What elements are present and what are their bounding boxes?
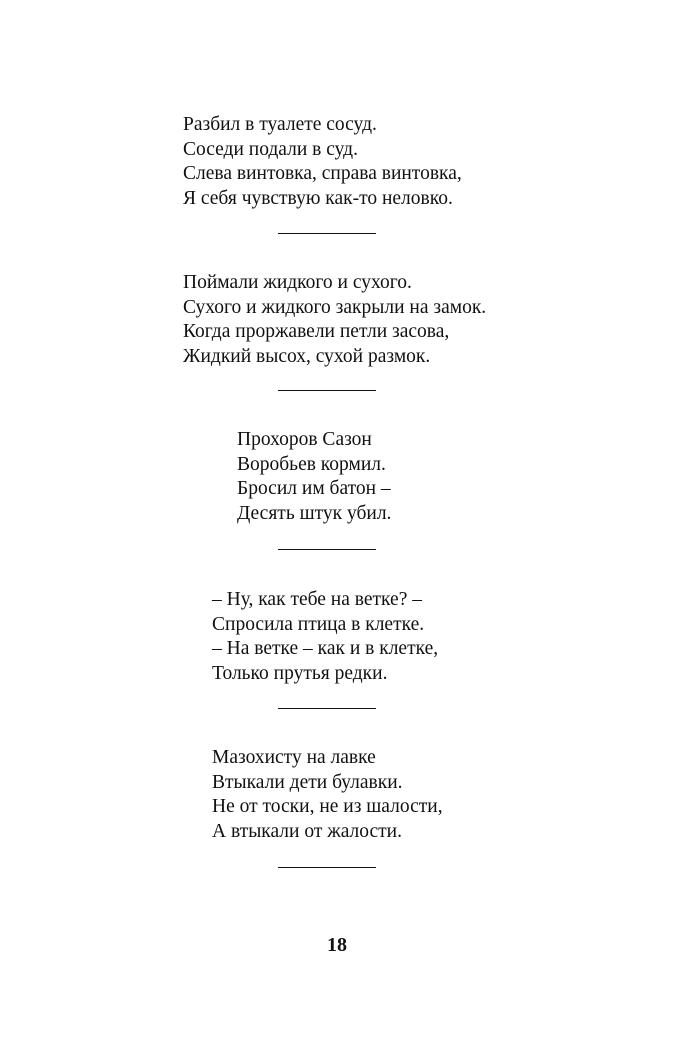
stanza-line: Прохоров Сазон [237, 429, 372, 450]
stanza-line: Когда проржавели петли засова, [183, 321, 450, 342]
stanza-line: Разбил в туалете сосуд. [183, 114, 377, 135]
section-divider [278, 708, 376, 709]
stanza-line: Слева винтовка, справа винтовка, [183, 163, 462, 184]
stanza-line: Мазохисту на лавке [212, 747, 376, 768]
stanza-line: – На ветке – как и в клетке, [212, 638, 439, 659]
stanza-1 [183, 113, 462, 211]
stanza-line: Бросил им батон – [237, 478, 391, 499]
stanza-line: Воробьев кормил. [237, 453, 386, 475]
stanza-line: Втыкали дети булавки. [212, 771, 403, 793]
stanza-line: Десять штук убил. [237, 502, 392, 524]
stanza-4 [212, 588, 438, 686]
stanza-2 [183, 271, 486, 369]
section-divider [278, 549, 376, 550]
stanza-line: – Ну, как тебе на ветке? – [212, 589, 422, 610]
section-divider [278, 867, 376, 868]
stanza-line: Поймали жидкого и сухого. [183, 272, 412, 293]
stanza-line: Спросила птица в клетке. [212, 613, 425, 635]
stanza-line: Сухого и жидкого закрыли на замок. [183, 296, 487, 318]
stanza-line: Только прутья редки. [212, 662, 388, 684]
stanza-line: Жидкий высох, сухой размок. [183, 345, 431, 367]
stanza-line: А втыкали от жалости. [212, 820, 402, 842]
stanza-5 [212, 746, 443, 844]
stanza-3 [237, 428, 391, 526]
section-divider [278, 233, 376, 234]
stanza-line: Не от тоски, не из шалости, [212, 796, 443, 817]
stanza-line: Соседи подали в суд. [183, 138, 358, 160]
stanza-line: Я себя чувствую как-то неловко. [183, 187, 453, 209]
section-divider [278, 390, 376, 391]
page-number: 18 [327, 934, 347, 956]
